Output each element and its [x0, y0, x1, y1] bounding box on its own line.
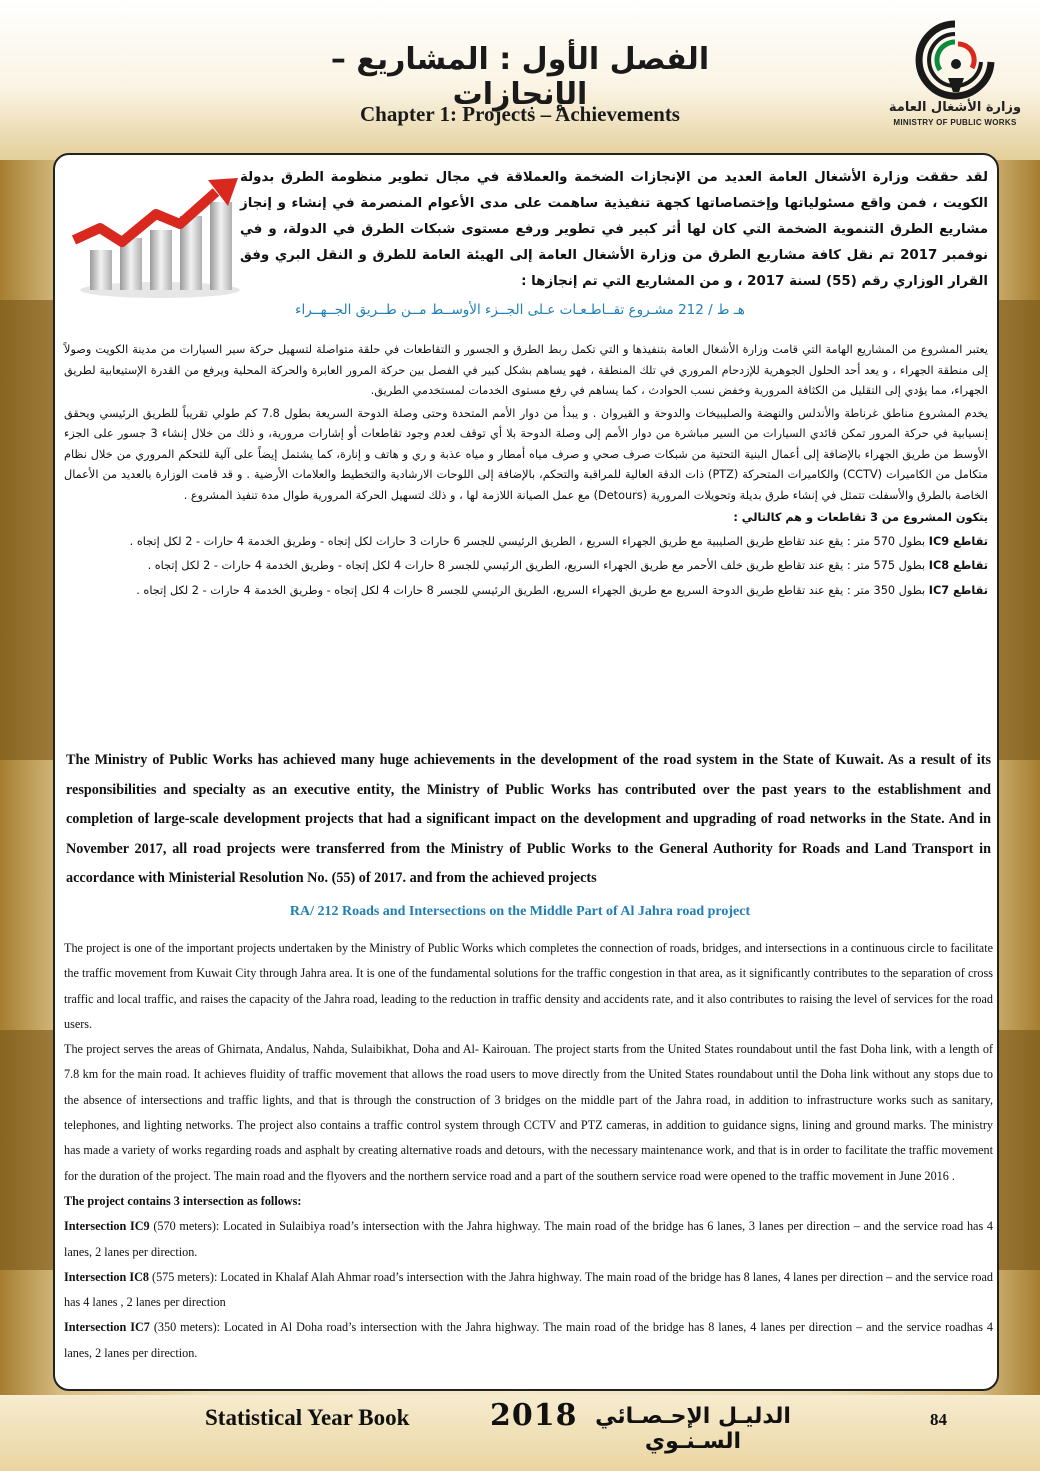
english-intersection-ic9 [64, 1214, 993, 1265]
logo-text-english: MINISTRY OF PUBLIC WORKS [893, 118, 1017, 127]
chapter-title-arabic: الفصل الأول : المشاريع – الإنجازات [330, 42, 710, 112]
intersection-text: بطول 570 متر : يقع عند تقاطع طريق الصليبية مع طريق الجهراء السريع ، الطريق الرئيسي للجسر 6 حارات 3 حارات لكل إتجاه - وطريق الخدمة 4 حارات - 2 لكل إتجاه . [129, 534, 929, 548]
growth-chart-icon [60, 170, 250, 300]
arabic-paragraph: يعتبر المشروع من المشاريع الهامة التي قامت وزارة الأشغال العامة بتنفيذها و التي تكمل ربط الطرق و الجسور و التقاطعات في حلقة متواصلة لتسهيل حركة سير السيارات من مدينة الكويت وصولاً إلى منطقة الجهراء ، و يعد أحد الحلول الجوهرية للإزدحام المروري في تلك المنطقة ، فهو يساهم بشكل كبير في الفصل بين حركة المرور العابرة والحركة المحلية ويرفع من القدرة الإستيعابية لطريق الجهراء، مما يؤدي إلى التقليل من الكثافة المرورية وخفض نسب الحوادث ، كما يساهم في رفع مستوى الخدمات لمستخدمي الطريق. [64, 343, 988, 397]
page-number: 84 [930, 1410, 947, 1429]
arabic-consists-heading: يتكون المشروع من 3 تقاطعات و هم كالتالي : [733, 511, 988, 524]
intersection-label: تقاطع IC9 [928, 534, 988, 548]
intersection-label: Intersection IC8 [64, 1269, 149, 1284]
intersection-text: (570 meters): Located in Sulaibiya road’s intersection with the Jahra highway. The main road of the bridge has 6 lanes, 3 lanes per direction – and the service road has 4 lanes, 2 lanes per direction. [64, 1219, 994, 1259]
footer-title-english: Statistical Year Book [205, 1405, 410, 1430]
intersection-text: (350 meters): Located in Al Doha road’s intersection with the Jahra highway. The main road of the bridge has 8 lanes, 4 lanes per direction – and the service roadhas 4 lanes, 2 lanes per direction. [64, 1320, 993, 1360]
english-intersection-ic8 [64, 1265, 993, 1316]
arabic-intersection-ic7 [64, 581, 988, 602]
english-body [64, 936, 993, 1366]
english-intersection-ic7 [64, 1315, 993, 1366]
arabic-intersection-ic8 [64, 556, 988, 577]
logo-text-arabic: وزارة الأشغال العامة [888, 100, 1022, 115]
arabic-project-title: هـ ط / 212 مشـروع تقــاطـعـات عـلى الجــزء الأوســط مــن طــريق الجــهــراء [295, 302, 745, 318]
arabic-body [64, 340, 988, 605]
english-project-title: RA/ 212 Roads and Intersections on the Middle Part of Al Jahra road project [289, 904, 751, 919]
intersection-label: تقاطع IC7 [928, 583, 988, 597]
footer-title-arabic: الدليـل الإحـصـائي السـنـوي [595, 1404, 791, 1454]
intersection-text: بطول 575 متر : يقع عند تقاطع طريق خلف الأحمر مع طريق الجهراء السريع، الطريق الرئيسي للجسر 8 حارات 4 لكل إتجاه - وطريق الخدمة 4 حارات - 2 لكل إتجاه . [147, 559, 929, 572]
english-paragraph: The project serves the areas of Ghirnata, Andalus, Nahda, Sulaibikhat, Doha and Al- Kairouan. The project starts from the United States roundabout until the fast Doha link, with a length of 7.8 km for the main road. It achieves fluidity of traffic movement that allows the road users to move directly from the United States roundabout until the Doha link without any stops due to the absence of intersections and traffic lights, and that is through the construction of 3 bridges on the middle part of the Jahra road, in addition to infrastructure works such as sanitary, telephones, and lighting networks. The project also contains a traffic control system through CCTV and PTZ cameras, in addition to guidance signs, lining and ground marks. The ministry has made a variety of works regarding roads and asphalt by creating alternative roads and detours, with the necessary maintenance work, and that is in order to facilitate the traffic movement for the duration of the project. The main road and the flyovers and the northern service road and a part of the southern service road were opened to the traffic movement in June 2016 . [64, 1042, 993, 1183]
english-intro: The Ministry of Public Works has achieved many huge achievements in the development of the road system in the State of Kuwait. As a result of its responsibilities and specialty as an executive entity, the Ministry of Public Works has contributed over the past years to the establishment and completion of large-scale development projects that had a significant impact on the development and upgrading of road networks in the State. And in November 2017, all road projects were transferred from the Ministry of Public Works to the General Authority for Roads and Land Transport in accordance with Ministerial Resolution No. (55) of 2017. and from the achieved projects [66, 752, 991, 886]
intersection-label: Intersection IC9 [64, 1219, 150, 1234]
chapter-title-english: Chapter 1: Projects – Achievements [360, 102, 680, 126]
intersection-label: تقاطع IC8 [928, 559, 988, 572]
english-paragraph: The project is one of the important projects undertaken by the Ministry of Public Works which completes the connection of roads, bridges, and intersections in a continuous circle to facilitate the traffic movement from Kuwait City through Jahra area. It is one of the fundamental solutions for the traffic congestion in that area, as it significantly contributes to the separation of cross traffic and local traffic, and raises the capacity of the Jahra road, leading to the reduction in traffic density and accidents rate, and it also contributes to raising the level of services for the road users. [64, 941, 993, 1031]
arabic-paragraph: يخدم المشروع مناطق غرناطة والأندلس والنهضة والصليبيخات والدوحة و القيروان . و يبدأ من دوار الأمم المتحدة وحتى وصلة الدوحة السريعة بطول 7.8 كم طولي تقريباً للطريق الرئيسي ويحقق إنسيابية في حركة المرور تمكن قائدي السيارات من السير مباشرة من دوار الأمم إلى وصلة الدوحة بلا أي توقف لعدم وجود تقاطعات أو إشارات مرورية، و ذلك من خلال إنشاء 3 جسور على الجزء الأوسط من طريق الجهراء بالإضافة إلى أعمال البنية التحتية من شبكات صرف صحي و صرف مياه أمطار و مياه عذبة و ري و هاتف و إنارة، كما يشتمل إيضاً على آلية للتحكم المروري من خلال نظام متكامل من الكاميرات (CCTV) والكاميرات المتحركة (PTZ) ذات الدقة العالية للمراقبة والتحكم، بالإضافة إلى اللوحات الارشادية والتخطيط والعلامات الأرضية . و قد قامت الوزارة بالعديد من الأعمال الخاصة بالطرق والأسفلت تتمثل في إنشاء طرق بديلة وتحويلات المرورية (Detours) مع عمل الصيانة اللازمة لها ، و ذلك لتسهيل الحركة المرورية طوال مدة تنفيذ المشروع . [64, 406, 988, 502]
english-consists-heading: The project contains 3 intersection as follows: [64, 1193, 302, 1208]
footer-year: 2018 [490, 1398, 578, 1433]
intersection-text: (575 meters): Located in Khalaf Alah Ahmar road’s intersection with the Jahra highway. The main road of the bridge has 8 lanes, 4 lanes per direction – and the service road has 4 lanes , 2 lanes per direction [64, 1269, 994, 1310]
intersection-label: Intersection IC7 [64, 1320, 150, 1335]
intersection-text: بطول 350 متر : يقع عند تقاطع طريق الدوحة السريع مع طريق الجهراء السريع، الطريق الرئيسي للجسر 8 حارات 4 لكل إتجاه - وطريق الخدمة 4 حارات - 2 لكل إتجاه . [136, 583, 929, 597]
arabic-intersection-ic9 [64, 532, 988, 553]
arabic-intro: لقد حققت وزارة الأشغال العامة العديد من الإنجازات الضخمة والعملاقة في مجال تطوير منظومة الطرق بدولة الكويت ، فمن واقع مسئولياتها وإختصاصاتها كجهة تنفيذية ساهمت على مدى الأعوام المنصرمة في إنشاء و إنجاز مشاريع الطرق التنموية الضخمة التي كان لها أثر كبير في تطوير ورفع مستوى شبكات الطرق في الدولة، و في نوفمبر 2017 تم نقل كافة مشاريع الطرق من وزارة الأشغال العامة إلى الهيئة العامة للطرق و النقل البري وفق القرار الوزاري رقم (55) لسنة 2017 ، و من المشاريع التي تم إنجازها : [240, 170, 988, 289]
